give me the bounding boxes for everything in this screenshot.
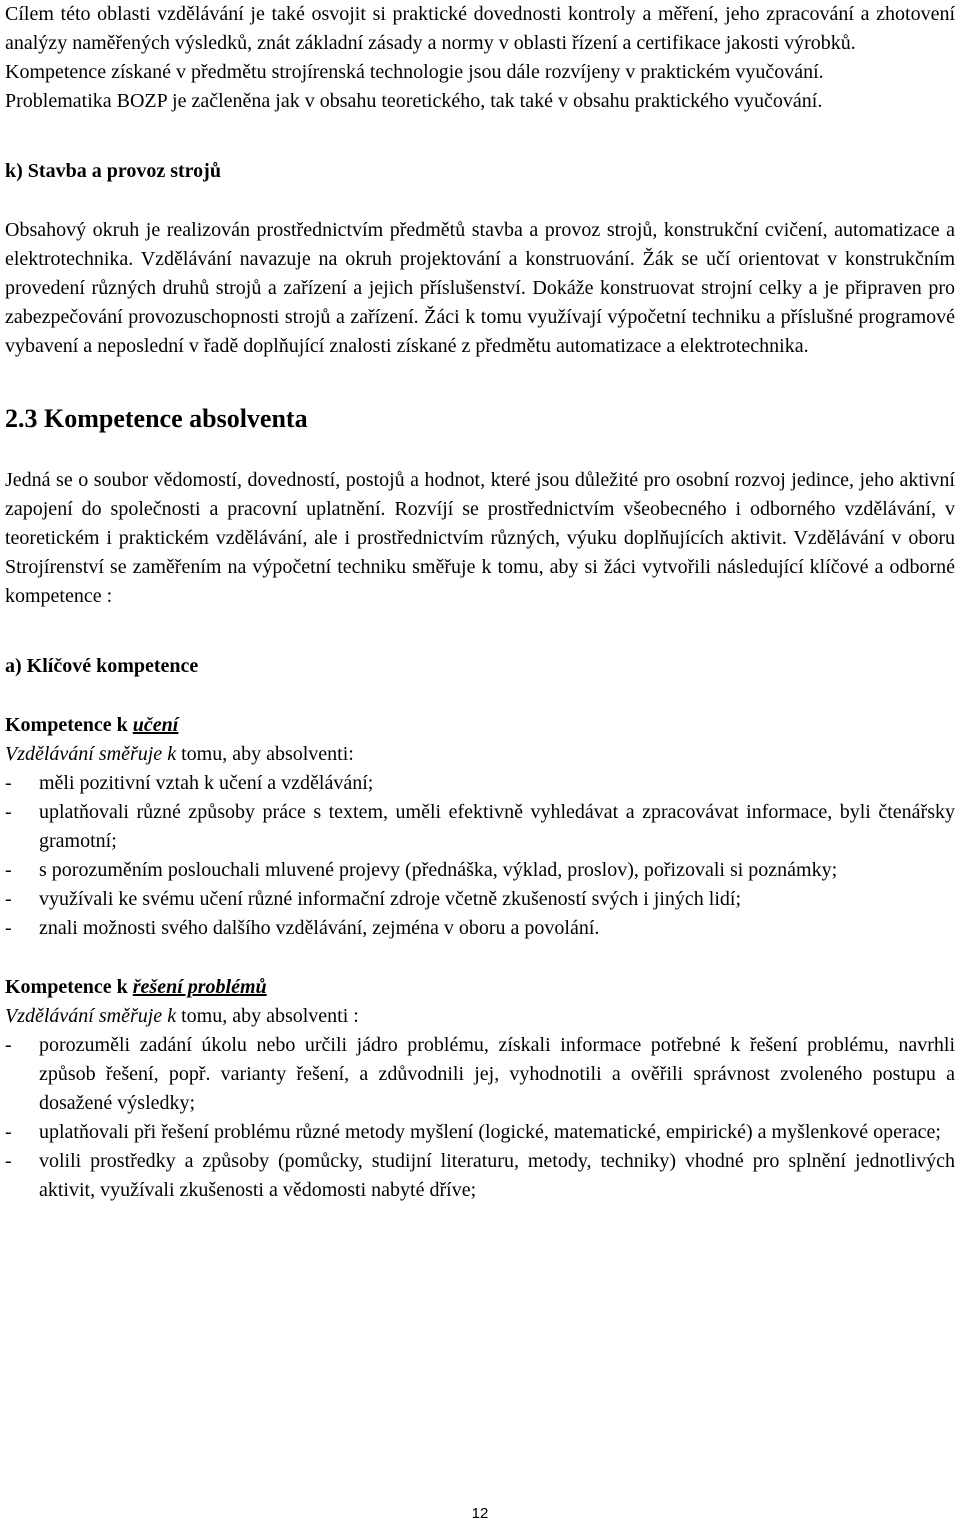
intro-paragraph-3: Problematika BOZP je začleněna jak v obsahu teoretického, tak také v obsahu praktického vyučování. xyxy=(5,90,823,112)
competence-learning-intro xyxy=(5,740,955,769)
section-k-paragraph: Obsahový okruh je realizován prostřednictvím předmětů stavba a provoz strojů, konstrukční cvičení, automatizace a elektrotechnika. Vzdělávání navazuje na okruh projektování a konstruování. Žák se učí orientovat v konstrukčním provedení různých druhů strojů a zařízení a jejich příslušenství. Dokáže konstruovat strojní celky a je připraven pro zabezpečování provozuschopnosti strojů a zařízení. Žáci k tomu využívají výpočetní techniku a příslušné programové vybavení a neposlední v řadě doplňující znalosti získané z předmětu automatizace a elektrotechnika. xyxy=(5,219,955,357)
document-page xyxy=(5,0,955,1205)
list-item xyxy=(5,1031,955,1118)
dash-bullet: - xyxy=(5,888,12,910)
competence-learning-title xyxy=(5,711,955,740)
competence-problems-list xyxy=(5,1031,955,1205)
competence-problems-intro-rest: tomu, aby absolventi : xyxy=(181,1005,359,1027)
competence-learning-list xyxy=(5,769,955,943)
intro-paragraph-1: Cílem této oblasti vzdělávání je také osvojit si praktické dovednosti kontroly a měření, jeho zpracování a zhotovení analýzy naměřených výsledků, znát základní zásady a normy v oblasti řízení a certifikace jakosti výrobků. xyxy=(5,3,955,54)
competence-problems-title-emph: řešení problémů xyxy=(132,976,267,998)
dash-bullet: - xyxy=(5,772,12,794)
section-2-3-heading: 2.3 Kompetence absolventa xyxy=(5,404,308,433)
competence-learning-intro-rest: tomu, aby absolventi: xyxy=(181,743,354,765)
list-item xyxy=(5,798,955,856)
dash-bullet: - xyxy=(5,1034,12,1056)
list-item-text: s porozuměním poslouchali mluvené projevy (přednáška, výklad, proslov), pořizovali si poznámky; xyxy=(39,859,838,881)
section-a-heading: a) Klíčové kompetence xyxy=(5,655,199,677)
dash-bullet: - xyxy=(5,859,12,881)
competence-problems-intro-italic: Vzdělávání směřuje k xyxy=(5,1005,177,1027)
page-number: 12 xyxy=(471,1505,489,1522)
competence-problems-intro xyxy=(5,1002,955,1031)
competence-learning-title-prefix: Kompetence k xyxy=(5,714,128,736)
list-item xyxy=(5,885,955,914)
list-item-text: měli pozitivní vztah k učení a vzdělávání; xyxy=(39,772,374,794)
dash-bullet: - xyxy=(5,801,12,823)
dash-bullet: - xyxy=(5,1121,12,1143)
competence-learning-intro-italic: Vzdělávání směřuje k xyxy=(5,743,177,765)
dash-bullet: - xyxy=(5,917,12,939)
list-item-text: uplatňovali při řešení problému různé metody myšlení (logické, matematické, empirické) a myšlenkové operace; xyxy=(39,1121,941,1143)
section-k-heading: k) Stavba a provoz strojů xyxy=(5,160,221,182)
list-item-text: využívali ke svému učení různé informační zdroje včetně zkušeností svých i jiných lidí; xyxy=(39,888,742,910)
list-item-text: porozuměli zadání úkolu nebo určili jádro problému, získali informace potřebné k řešení problému, navrhli způsob řešení, popř. varianty řešení, a zdůvodnili jej, vyhodnotili a ověřili správnost zvoleného postupu a dosažené výsledky; xyxy=(39,1034,955,1114)
list-item xyxy=(5,914,955,943)
list-item-text: volili prostředky a způsoby (pomůcky, studijní literaturu, metody, techniky) vhodné pro splnění jednotlivých aktivit, využívali zkušenosti a vědomosti nabyté dříve; xyxy=(39,1150,955,1201)
list-item xyxy=(5,856,955,885)
competence-problems-title-prefix: Kompetence k xyxy=(5,976,128,998)
list-item xyxy=(5,769,955,798)
list-item-text: znali možnosti svého dalšího vzdělávání, zejména v oboru a povolání. xyxy=(39,917,600,939)
intro-paragraph-2: Kompetence získané v předmětu strojírenská technologie jsou dále rozvíjeny v praktickém vyučování. xyxy=(5,61,824,83)
list-item xyxy=(5,1147,955,1205)
section-2-3-paragraph: Jedná se o soubor vědomostí, dovedností, postojů a hodnot, které jsou důležité pro osobní rozvoj jedince, jeho aktivní zapojení do společnosti a pracovní uplatnění. Rozvíjí se prostřednictvím všeobecného i odborného vzdělávání, v teoretickém i praktickém vzdělávání, ale i prostřednictvím různých, výuku doplňujících aktivit. Vzdělávání v oboru Strojírenství se zaměřením na výpočetní techniku směřuje k tomu, aby si žáci vytvořili následující klíčové a odborné kompetence : xyxy=(5,469,955,607)
competence-learning-title-emph: učení xyxy=(132,714,179,736)
list-item-text: uplatňovali různé způsoby práce s textem, uměli efektivně vyhledávat a zpracovávat informace, byli čtenářsky gramotní; xyxy=(39,801,955,852)
competence-problems-title xyxy=(5,973,955,1002)
dash-bullet: - xyxy=(5,1150,12,1172)
list-item xyxy=(5,1118,955,1147)
